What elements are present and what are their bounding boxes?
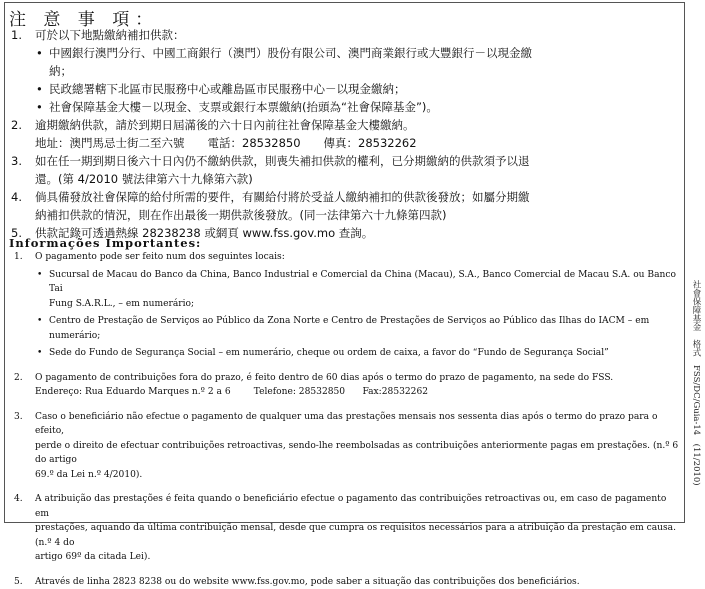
pt-bullet — [0, 268, 680, 297]
zh-bullet — [0, 44, 680, 62]
chinese-title: 注 意 事 項： — [9, 5, 158, 30]
pt-item-line: prestações, aquando da última contribuição mensal, desde que cumpra os requisitos necessários para a atribuição da prestação em causa. (n.º 4 do — [35, 521, 680, 550]
zh-item-line: 如在任一期到期日後六十日內仍不繳納供款，則喪失補扣供款的權利，已分期繳納的供款須予以退 — [35, 152, 680, 170]
pt-item-line: artigo 69º da citada Lei). — [35, 550, 680, 565]
pt-item-number: 3. — [14, 410, 23, 425]
pt-bullet-text: Sucursal de Macau do Banco da China, Banco Industrial e Comercial da China (Macau), S.A., Banco Comercial de Macau S.A. ou Banco Tai — [49, 270, 676, 295]
zh-item-text: 可於以下地點繳納補扣供款： — [35, 28, 185, 42]
zh-item-number: 1. — [11, 26, 22, 44]
zh-item-3 — [0, 152, 680, 188]
zh-bullet — [0, 80, 680, 98]
pt-item-3 — [0, 410, 680, 483]
pt-item-number: 4. — [14, 492, 23, 507]
bullet-icon: • — [36, 80, 43, 98]
zh-bullet-text: 納； — [49, 64, 72, 78]
pt-bullet-text: Centro de Prestação de Serviços ao Público da Zona Norte e Centro de Prestações de Serviços ao Público das Ilhas do IACM – em numerário; — [49, 316, 649, 341]
zh-item-number: 2. — [11, 116, 22, 134]
zh-item-line: 逾期繳納供款，請於到期日屆滿後的六十日內前往社會保障基金大樓繳納。 — [35, 116, 680, 134]
pt-item-line: Através de linha 2823 8238 ou do website www.fss.gov.mo, pode saber a situação das contribuições dos beneficiários. — [35, 575, 680, 589]
pt-item-line: 69.º da Lei n.º 4/2010). — [35, 468, 680, 483]
pt-bullet — [0, 314, 680, 343]
pt-bullet — [0, 346, 680, 361]
pt-item-5 — [0, 575, 680, 589]
pt-item-line: Caso o beneficiário não efectue o pagamento de qualquer uma das prestações mensais nos sessenta dias após o termo do prazo para o efeito, — [35, 410, 680, 439]
pt-item-line: O pagamento pode ser feito num dos seguintes locais: — [35, 250, 680, 265]
zh-item-number: 3. — [11, 152, 22, 170]
zh-item-line: 地址：澳門馬忌士街二至六號 電話：28532850 傳真：28532262 — [35, 134, 680, 152]
zh-item-2 — [0, 116, 680, 152]
pt-bullet-text: Fung S.A.R.L., – em numerário; — [49, 299, 194, 309]
zh-item-line: 倘具備發放社會保障的給付所需的要件，有關給付將於受益人繳納補扣的供款後發放；如屬分期繳 — [35, 188, 680, 206]
zh-bullet — [0, 98, 680, 116]
portuguese-section — [0, 250, 680, 589]
zh-bullet-text: 中國銀行澳門分行、中國工商銀行（澳門）股份有限公司、澳門商業銀行或大豐銀行－以現金繳 — [49, 46, 532, 60]
portuguese-title: Informações Importantes: — [9, 236, 201, 250]
zh-item-line: 供款記錄可透過熱線 28238238 或網頁 www.fss.gov.mo 查詢。 — [35, 224, 680, 242]
zh-item-4 — [0, 188, 680, 224]
pt-bullet-text: Sede do Fundo de Segurança Social – em numerário, cheque ou ordem de caixa, a favor do “Fundo de Segurança Social” — [49, 348, 609, 358]
zh-item-line: 納補扣供款的情況，則在作出最後一期供款後發放。(同一法律第六十九條第四款) — [35, 206, 680, 224]
pt-item-line: A atribuição das prestações é feita quando o beneficiário efectue o pagamento das contribuições retroactivas ou, em caso de pagamento em — [35, 492, 680, 521]
zh-item-1 — [0, 26, 680, 44]
zh-bullet-text: 社會保障基金大樓－以現金、支票或銀行本票繳納(抬頭為“社會保障基金”)。 — [49, 100, 438, 114]
bullet-icon: • — [37, 346, 42, 361]
form-code-label: 社會保障基金 格式 FSS/DC/Guia-14 (11/2010) — [688, 280, 702, 520]
bullet-icon: • — [37, 314, 42, 329]
pt-item-line: perde o direito de efectuar contribuições retroactivas, sendo-lhe reembolsadas as contribuições anteriormente pagas em prestações. (n.º 6 do artigo — [35, 439, 680, 468]
pt-item-number: 2. — [14, 371, 23, 386]
pt-item-2 — [0, 371, 680, 400]
bullet-icon: • — [37, 268, 42, 283]
zh-item-number: 4. — [11, 188, 22, 206]
pt-item-1 — [0, 250, 680, 265]
bullet-icon: • — [36, 98, 43, 116]
pt-item-line: Endereço: Rua Eduardo Marques n.º 2 a 6 Telefone: 28532850 Fax:28532262 — [35, 385, 680, 400]
pt-bullet-cont — [0, 297, 680, 312]
zh-bullet-cont — [0, 62, 680, 80]
zh-item-number: 5. — [11, 224, 22, 242]
zh-item-line: 還。(第 4/2010 號法律第六十九條第六款) — [35, 170, 680, 188]
bullet-icon: • — [36, 44, 43, 62]
zh-bullet-text: 民政總署轄下北區市民服務中心或離島區市民服務中心－以現金繳納； — [49, 82, 406, 96]
pt-item-4 — [0, 492, 680, 565]
pt-item-number: 1. — [14, 250, 23, 265]
chinese-section — [0, 26, 680, 242]
pt-item-line: O pagamento de contribuições fora do prazo, é feito dentro de 60 dias após o termo do prazo de pagamento, na sede do FSS. — [35, 371, 680, 386]
pt-item-number: 5. — [14, 575, 23, 589]
